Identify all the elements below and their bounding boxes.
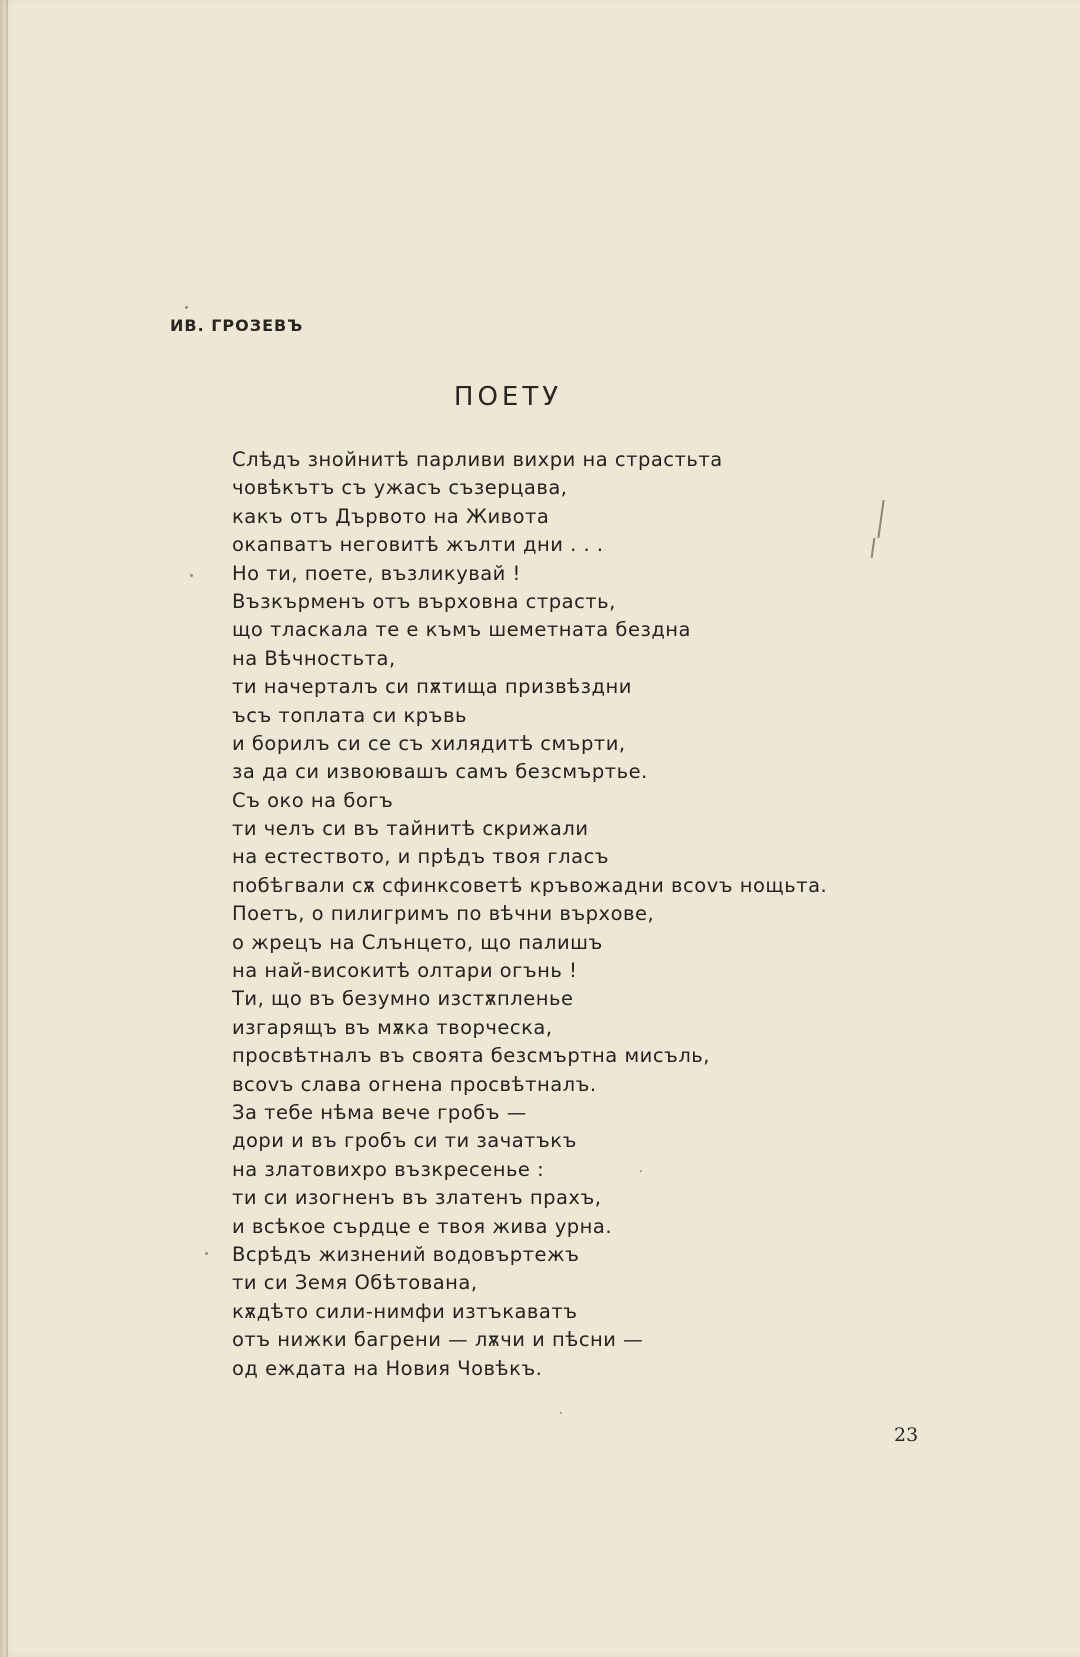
poem-line: дори и въ гробъ си ти зачатъкъ (232, 1129, 577, 1153)
poem-line: що тласкала те е къмъ шеметната бездна (232, 618, 692, 642)
paper-speck (190, 574, 193, 577)
paper-scratch-mark (877, 500, 884, 538)
poem-line: ти челъ си въ тайнитѣ скрижали (232, 817, 589, 841)
poem-line: ти начерталъ си пѫтища призвѣздни (232, 675, 632, 699)
poem-line: Слѣдъ знойнитѣ парливи вихри на страстьта (232, 448, 723, 471)
page-gutter-shadow (6, 0, 8, 1657)
poem-title: ПОЕТУ (453, 382, 563, 412)
poem-line: Възкърменъ отъ върховна страсть, (232, 589, 616, 613)
poem-line: од еждата на Новия Човѣкъ. (232, 1356, 543, 1380)
paper-scratch-mark (871, 538, 876, 558)
paper-speck (560, 1412, 562, 1414)
poem-line: и всѣкое сърдце е твоя жива урна. (232, 1214, 613, 1238)
poem-line: на Вѣчностьта, (232, 646, 396, 670)
poem-line: Но ти, поете, възликувай ! (232, 561, 521, 585)
poem-line: за да си извоювашъ самъ безсмъртье. (232, 760, 648, 784)
poem-line: о жрецъ на Слънцето, що палишъ (232, 930, 603, 954)
poem-line: Всрѣдъ жизнений водовъртежъ (232, 1242, 580, 1266)
paper-speck (205, 1252, 208, 1255)
poem-line: какъ отъ Дървото на Живота (232, 504, 550, 528)
poem-line: на най-високитѣ олтари огънь ! (232, 959, 578, 983)
poem-body (232, 446, 827, 1383)
poem-line: ти си Земя Обѣтована, (232, 1271, 478, 1295)
poem-line: ти си изогненъ въ златенъ прахъ, (232, 1186, 602, 1210)
poem-line: просвѣтналъ въ своята безсмъртна мисъль, (232, 1044, 710, 1068)
poem-line: и борилъ си се съ хилядитѣ смърти, (232, 731, 626, 755)
page-number: 23 (894, 1424, 919, 1446)
poem-line: вcovъ слава огнена просвѣтналъ. (232, 1072, 597, 1096)
paper-speck (640, 1170, 642, 1172)
poem-line: отъ нижки багрени — лѫчи и пѣсни — (232, 1328, 644, 1352)
poem-line: ъсъ топлата си кръвь (232, 703, 467, 727)
poem-line: За тебе нѣма вече гробъ — (232, 1100, 527, 1124)
poem-line: на естеството, и прѣдъ твоя гласъ (232, 845, 610, 869)
poem-line: човѣкътъ съ ужасъ съзерцава, (232, 476, 568, 500)
poem-line: Поетъ, о пилигримъ по вѣчни върхове, (232, 902, 655, 926)
poem-line: побѣгвали сѫ сфинксоветѣ кръвожадни вcovъ нощьта. (232, 873, 828, 897)
poem-line: на златовихро възкресенье : (232, 1157, 545, 1181)
author-name: ИВ. ГРОЗЕВЪ (170, 316, 304, 335)
poem-line: окапватъ неговитѣ жълти дни . . . (232, 533, 604, 557)
paper-speck (185, 306, 188, 309)
poem-line: кѫдѣто сили-нимфи изтъкаватъ (232, 1299, 578, 1323)
poem-line: изгарящъ въ мѫка творческа, (232, 1015, 553, 1039)
poem-line: Ти, що въ безумно изстѫпленье (232, 987, 574, 1011)
poem-line: Съ око на богъ (232, 788, 394, 812)
